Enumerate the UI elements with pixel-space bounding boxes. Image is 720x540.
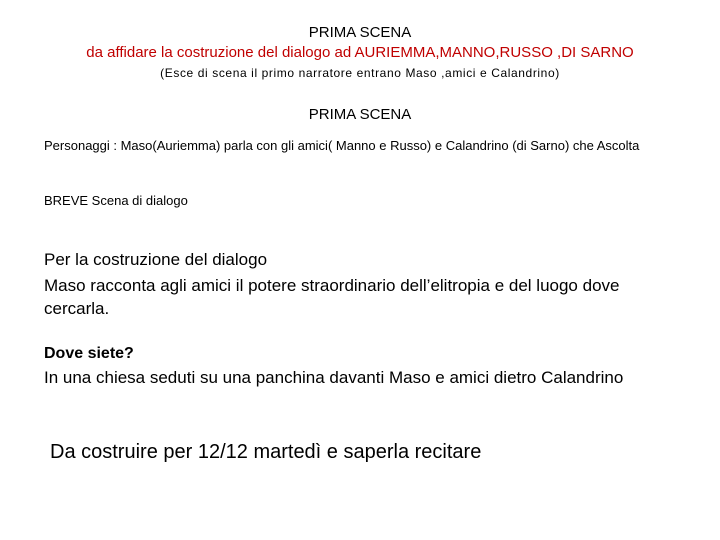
page-title: PRIMA SCENA — [308, 24, 412, 41]
where-heading: Dove siete? — [44, 345, 134, 362]
assignment-line: da affidare la costruzione del dialogo ad AURIEMMA,MANNO,RUSSO ,DI SARNO — [86, 44, 634, 61]
construction-body: Maso racconta agli amici il potere straordinario dell’elitropia e del luogo dove cercarla. — [44, 276, 620, 318]
characters-paragraph: Personaggi : Maso(Auriemma) parla con gli amici( Manno e Russo) e Calandrino (di Sarno) che Ascolta — [44, 138, 640, 153]
stage-direction: (Esce di scena il primo narratore entrano Maso ,amici e Calandrino) — [160, 66, 560, 80]
scene-type-label: BREVE Scena di dialogo — [44, 193, 188, 208]
deadline-line: Da costruire per 12/12 martedì e saperla recitare — [50, 441, 482, 463]
where-body: In una chiesa seduti su una panchina davanti Maso e amici dietro Calandrino — [44, 368, 624, 387]
construction-heading: Per la costruzione del dialogo — [44, 250, 268, 269]
scene-subtitle: PRIMA SCENA — [308, 106, 412, 123]
